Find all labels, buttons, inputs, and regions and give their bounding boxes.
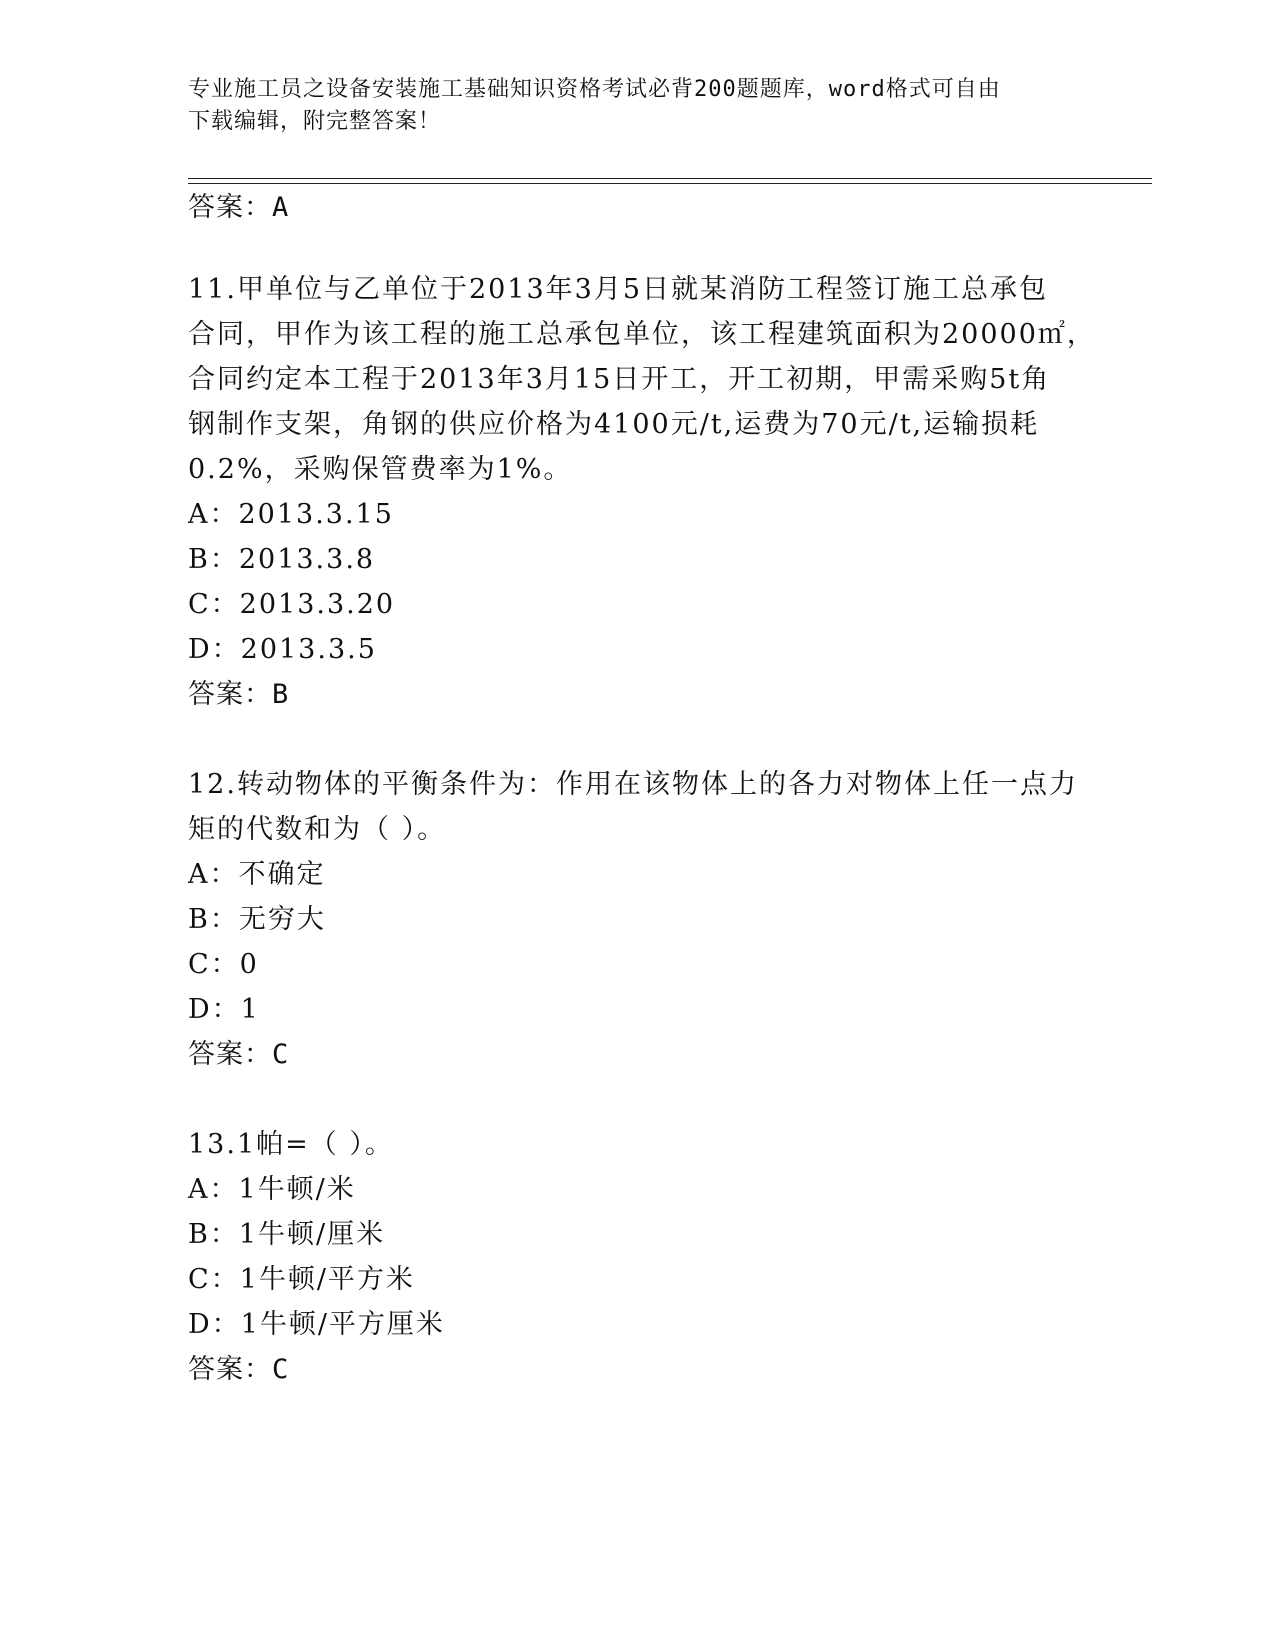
- question-11-answer: [188, 677, 289, 713]
- question-13-option-d: D：1牛顿/平方厘米: [188, 1309, 445, 1340]
- question-13-option-a: A：1牛顿/米: [188, 1174, 356, 1205]
- answer-label: 答案：: [188, 1039, 272, 1070]
- answer-value: B: [272, 679, 290, 710]
- question-11-option-d: D：2013.3.5: [188, 634, 377, 665]
- answer-value: C: [272, 1039, 290, 1070]
- question-12-option-d: D：1: [188, 994, 260, 1025]
- question-12-option-a: A：不确定: [188, 859, 326, 890]
- question-11-line-2: 合同，甲作为该工程的施工总承包单位，该工程建筑面积为20000㎡，: [188, 319, 1096, 350]
- question-12-answer: [188, 1037, 289, 1073]
- answer-label: 答案：: [188, 192, 272, 223]
- question-12-line-2: 矩的代数和为（ ）。: [188, 814, 447, 845]
- question-11-line-1: 11.甲单位与乙单位于2013年3月5日就某消防工程签订施工总承包: [188, 274, 1049, 305]
- header-divider-top: [188, 178, 1152, 179]
- answer-value: A: [272, 192, 290, 223]
- answer-label: 答案：: [188, 1354, 272, 1385]
- answer-label: 答案：: [188, 679, 272, 710]
- question-12-option-c: C：0: [188, 949, 259, 980]
- answer-value: C: [272, 1354, 290, 1385]
- question-11-line-5: 0.2%，采购保管费率为1%。: [188, 454, 573, 485]
- question-13-line-1: 13.1帕=（ ）。: [188, 1129, 394, 1160]
- question-13-option-b: B：1牛顿/厘米: [188, 1219, 386, 1250]
- document-header: [188, 74, 1088, 138]
- question-11-option-a: A：2013.3.15: [188, 499, 394, 530]
- question-12-line-1: 12.转动物体的平衡条件为：作用在该物体上的各力对物体上任一点力: [188, 769, 1078, 800]
- answer-prev: [188, 190, 289, 226]
- header-divider-bottom: [188, 183, 1152, 184]
- question-11-line-4: 钢制作支架，角钢的供应价格为4100元/t,运费为70元/t,运输损耗: [188, 409, 1040, 440]
- question-11-option-c: C：2013.3.20: [188, 589, 396, 620]
- question-11-line-3: 合同约定本工程于2013年3月15日开工，开工初期，甲需采购5t角: [188, 364, 1051, 395]
- question-13-option-c: C：1牛顿/平方米: [188, 1264, 415, 1295]
- header-line-1: 专业施工员之设备安装施工基础知识资格考试必背200题题库，word格式可自由: [188, 77, 1001, 102]
- question-12-option-b: B：无穷大: [188, 904, 326, 935]
- question-11-option-b: B：2013.3.8: [188, 544, 376, 575]
- question-13-answer: [188, 1352, 289, 1388]
- header-line-2: 下载编辑，附完整答案！: [188, 109, 442, 134]
